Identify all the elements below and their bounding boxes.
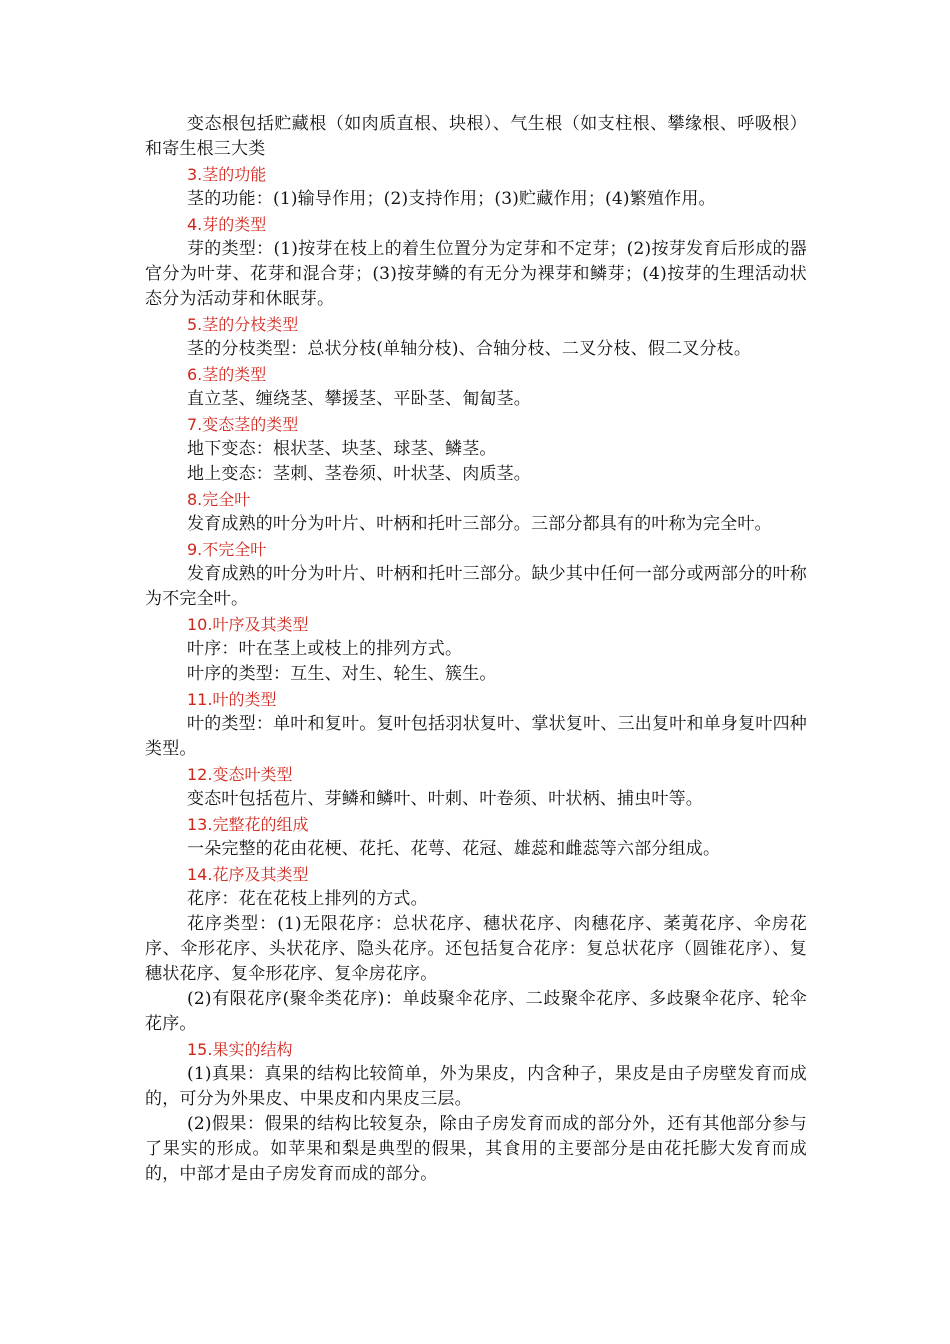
paragraph: 花序：花在花枝上排列的方式。 [187, 889, 428, 909]
section-heading-modified-stem: 7.变态茎的类型 [187, 415, 299, 434]
paragraph: (2)假果：假果的结构比较复杂，除由子房发育而成的部分外，还有其他部分参与了果实的形成。如苹果和梨是典型的假果，其食用的主要部分是由花托膨大发育而成的，中部才是由子房发育而成的部分。 [145, 1114, 807, 1184]
paragraph: 花序类型：(1)无限花序：总状花序、穗状花序、肉穗花序、葇荑花序、伞房花序、伞形花序、头状花序、隐头花序。还包括复合花序：复总状花序（圆锥花序）、复穗状花序、复伞形花序、复伞房花序。 [145, 914, 807, 984]
paragraph: 叶序：叶在茎上或枝上的排列方式。 [187, 639, 463, 659]
section-heading-incomplete-leaf: 9.不完全叶 [187, 540, 267, 559]
paragraph: 变态根包括贮藏根（如肉质直根、块根）、气生根（如支柱根、攀缘根、呼吸根）和寄生根三大类 [145, 114, 807, 159]
paragraph: 叶的类型：单叶和复叶。复叶包括羽状复叶、掌状复叶、三出复叶和单身复叶四种类型。 [145, 714, 807, 759]
document-page [145, 112, 807, 1187]
section-heading-branching-types: 5.茎的分枝类型 [187, 315, 299, 334]
paragraph: (2)有限花序(聚伞类花序)：单歧聚伞花序、二歧聚伞花序、多歧聚伞花序、轮伞花序。 [145, 989, 807, 1034]
section-heading-flower-composition: 13.完整花的组成 [187, 815, 309, 834]
paragraph: 芽的类型：(1)按芽在枝上的着生位置分为定芽和不定芽；(2)按芽发育后形成的器官分为叶芽、花芽和混合芽；(3)按芽鳞的有无分为裸芽和鳞芽；(4)按芽的生理活动状态分为活动芽和休眠芽。 [145, 239, 807, 309]
paragraph: 直立茎、缠绕茎、攀援茎、平卧茎、匍匐茎。 [187, 389, 531, 409]
paragraph: (1)真果：真果的结构比较简单，外为果皮，内含种子，果皮是由子房壁发育而成的，可分为外果皮、中果皮和内果皮三层。 [145, 1064, 807, 1109]
paragraph: 发育成熟的叶分为叶片、叶柄和托叶三部分。三部分都具有的叶称为完全叶。 [187, 514, 772, 534]
paragraph: 茎的功能：(1)输导作用；(2)支持作用；(3)贮藏作用；(4)繁殖作用。 [187, 189, 716, 209]
paragraph: 叶序的类型：互生、对生、轮生、簇生。 [187, 664, 497, 684]
paragraph: 茎的分枝类型：总状分枝(单轴分枝)、合轴分枝、二叉分枝、假二叉分枝。 [187, 339, 752, 359]
section-heading-stem-function: 3.茎的功能 [187, 165, 267, 184]
section-heading-bud-types: 4.芽的类型 [187, 215, 267, 234]
paragraph: 一朵完整的花由花梗、花托、花萼、花冠、雄蕊和雌蕊等六部分组成。 [187, 839, 721, 859]
paragraph: 发育成熟的叶分为叶片、叶柄和托叶三部分。缺少其中任何一部分或两部分的叶称为不完全叶。 [145, 564, 807, 609]
section-heading-complete-leaf: 8.完全叶 [187, 490, 251, 509]
section-heading-stem-types: 6.茎的类型 [187, 365, 267, 384]
paragraph: 变态叶包括苞片、芽鳞和鳞叶、叶刺、叶卷须、叶状柄、捕虫叶等。 [187, 789, 703, 809]
section-heading-phyllotaxy: 10.叶序及其类型 [187, 615, 309, 634]
section-heading-inflorescence: 14.花序及其类型 [187, 865, 309, 884]
section-heading-modified-leaf: 12.变态叶类型 [187, 765, 293, 784]
paragraph: 地下变态：根状茎、块茎、球茎、鳞茎。 [187, 439, 497, 459]
paragraph: 地上变态：茎刺、茎卷须、叶状茎、肉质茎。 [187, 464, 531, 484]
section-heading-leaf-types: 11.叶的类型 [187, 690, 277, 709]
section-heading-fruit-structure: 15.果实的结构 [187, 1040, 293, 1059]
